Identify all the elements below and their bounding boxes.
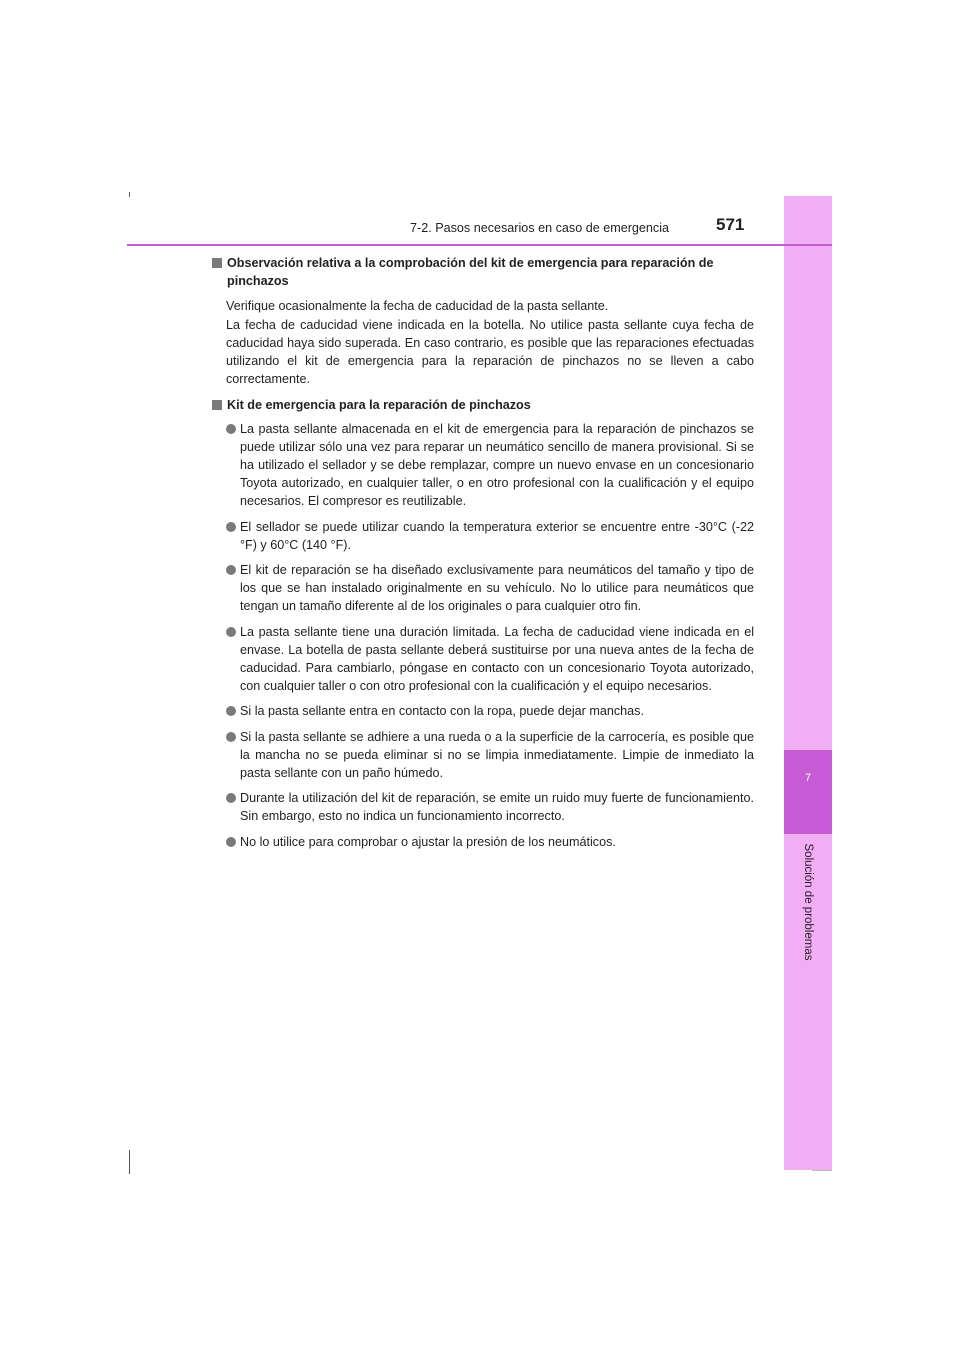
list-item-text: El sellador se puede utilizar cuando la temperatura exterior se encuentre entre -30°C (-22 °F) y 60°C (140 °F). [240,519,754,552]
section-kit-check-note [212,254,754,388]
crop-mark [129,1150,130,1174]
circle-bullet-icon [226,732,236,742]
list-item [226,702,754,720]
list-item-text: Si la pasta sellante se adhiere a una rueda o a la superficie de la carrocería, es posible que la mancha no se pueda eliminar si no se limpia inmediatamente. Limpie de inmediato la pasta sellante con un paño húmedo. [240,729,754,781]
circle-bullet-icon [226,627,236,637]
list-item-text: Durante la utilización del kit de reparación, se emite un ruido muy fuerte de funcionamiento. Sin embargo, esto no indica un funcionamiento incorrecto. [240,791,754,824]
section-heading-text: Observación relativa a la comprobación del kit de emergencia para reparación de pinchazos [227,256,714,289]
circle-bullet-icon [226,565,236,575]
header-rule [127,244,832,246]
list-item [226,728,754,783]
list-item [226,518,754,554]
list-item-text: La pasta sellante tiene una duración limitada. La fecha de caducidad viene indicada en el envase. La botella de pasta sellante deberá sustituirse por una nueva antes de la fecha de caducidad. Para cambiarlo, póngase en contacto con un concesionario Toyota autorizado, con cualquier taller o con otro profesional con la cualificación y el equipo necesarios. [240,624,754,694]
section-title: 7-2. Pasos necesarios en caso de emergencia [410,221,670,235]
section-repair-kit [212,396,754,850]
square-bullet-icon [212,258,222,268]
chapter-tab-active [784,750,832,834]
list-item-text: Si la pasta sellante entra en contacto con la ropa, puede dejar manchas. [240,704,644,719]
section-heading-text: Kit de emergencia para la reparación de pinchazos [227,398,531,413]
circle-bullet-icon [226,837,236,847]
circle-bullet-icon [226,424,236,434]
list-item [226,789,754,825]
paragraph [226,297,754,388]
list-item-text: La pasta sellante almacenada en el kit de emergencia para la reparación de pinchazos se puede utilizar sólo una vez para reparar un neumático sencillo de manera provisional. Si se ha utilizado el sellador y se debe remplazar, compre un nuevo envase en un concesionario Toyota autorizado, en cualquier taller, o en otro profesional con la cualificación y el equipo necesarios. El compresor es reutilizable. [240,421,754,509]
list-item-text: El kit de reparación se ha diseñado exclusivamente para neumáticos del tamaño y tipo de los que se han instalado originalmente en su vehículo. No lo utilice para neumáticos que tengan un tamaño diferente al de los originales o para cualquier otro fin. [240,563,754,614]
paragraph-text: Verifique ocasionalmente la fecha de caducidad de la pasta sellante. [226,299,609,314]
page-number: 571 [716,215,745,234]
circle-bullet-icon [226,522,236,532]
circle-bullet-icon [226,793,236,803]
page-content [212,254,754,859]
chapter-tab-strip [784,196,832,1170]
crop-mark [812,1170,832,1171]
section-heading [212,396,754,414]
circle-bullet-icon [226,706,236,716]
bullet-list [226,420,754,851]
crop-mark [129,192,130,197]
list-item [226,420,754,511]
paragraph-text: La fecha de caducidad viene indicada en la botella. No utilice pasta sellante cuya fecha de caducidad haya sido superada. En caso contrario, es posible que las reparaciones efectuadas utilizando el kit de emergencia para la reparación de pinchazos no se lleven a cabo correctamente. [226,317,754,387]
list-item [226,623,754,696]
chapter-number: 7 [804,772,812,784]
square-bullet-icon [212,400,222,410]
list-item [226,561,754,616]
list-item [226,833,754,851]
list-item-text: No lo utilice para comprobar o ajustar la presión de los neumáticos. [240,834,616,849]
section-heading [212,254,754,290]
chapter-label: Solución de problemas [802,843,814,961]
